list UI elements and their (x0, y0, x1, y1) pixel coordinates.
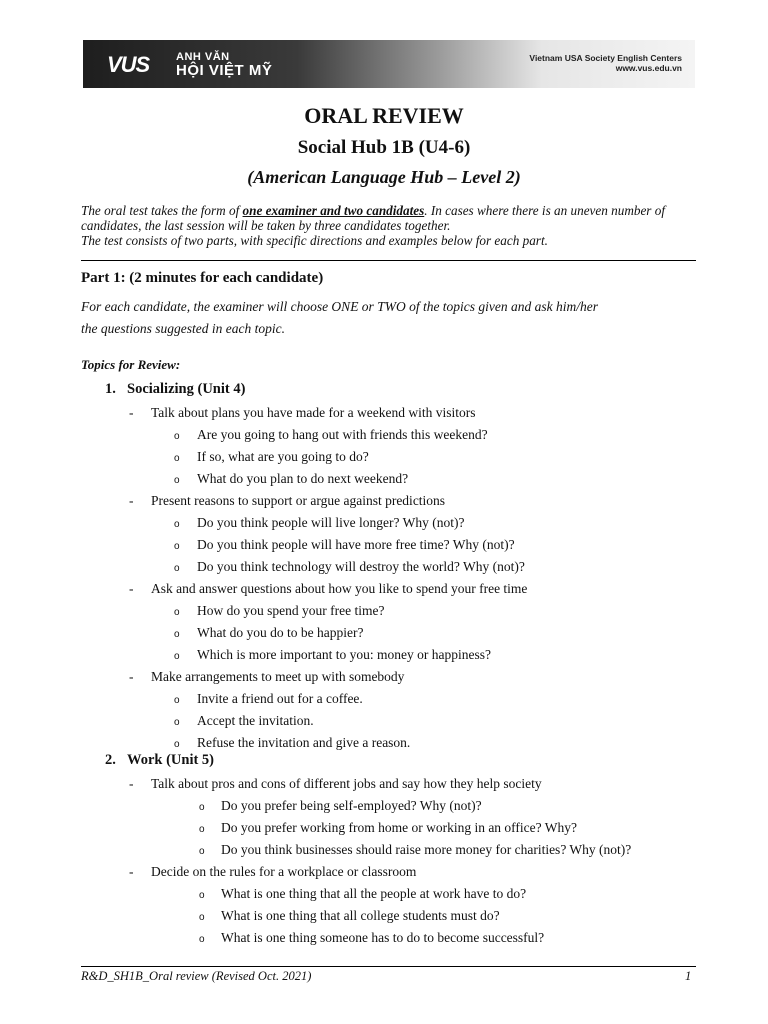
question-item: What do you do to be happier? (197, 625, 364, 640)
doc-subtitle-2: (American Language Hub – Level 2) (247, 167, 521, 187)
intro-text (81, 203, 691, 248)
circle-bullet: o (199, 824, 205, 835)
intro-p1-before: The oral test takes the form of (81, 203, 243, 218)
dash-bullet: - (129, 864, 134, 879)
task-item: Decide on the rules for a workplace or classroom (151, 864, 417, 879)
circle-bullet: o (174, 651, 180, 662)
circle-bullet: o (174, 453, 180, 464)
circle-bullet: o (199, 934, 205, 945)
section-title: Work (Unit 5) (127, 752, 214, 768)
dash-bullet: - (129, 776, 134, 791)
intro-p1-after: . In cases where there is an uneven number of candidates, the last session will be taken by three candidates together. (81, 203, 665, 233)
question-item: Do you think businesses should raise more money for charities? Why (not)? (221, 842, 632, 857)
question-item: Do you think people will live longer? Why (not)? (197, 515, 465, 530)
divider (81, 260, 696, 261)
question-item: Do you prefer working from home or working in an office? Why? (221, 820, 578, 835)
question-item: Do you think people will have more free time? Why (not)? (197, 537, 515, 552)
intro-p2: The test consists of two parts, with specific directions and examples below for each part. (81, 233, 548, 248)
circle-bullet: o (174, 695, 180, 706)
circle-bullet: o (199, 846, 205, 857)
footer-divider (81, 966, 696, 967)
dash-bullet: - (129, 669, 134, 684)
question-item: Refuse the invitation and give a reason. (197, 735, 411, 750)
question-item: How do you spend your free time? (197, 603, 385, 618)
circle-bullet: o (174, 431, 180, 442)
logo-line-2: HỘI VIỆT MỸ (176, 62, 273, 79)
header-banner (83, 40, 695, 88)
question-item: Which is more important to you: money or happiness? (197, 647, 491, 662)
circle-bullet: o (174, 739, 180, 750)
question-item: What is one thing that all the people at work have to do? (221, 886, 527, 901)
footer-text: R&D_SH1B_Oral review (Revised Oct. 2021) (81, 969, 312, 983)
question-item: Accept the invitation. (197, 713, 314, 728)
part1-desc-line-1: For each candidate, the examiner will choose ONE or TWO of the topics given and ask him/her (81, 299, 599, 314)
task-item: Talk about pros and cons of different jobs and say how they help society (151, 776, 542, 791)
doc-subtitle: Social Hub 1B (U4-6) (297, 137, 471, 158)
page-number: 1 (685, 969, 692, 983)
question-item: Do you prefer being self-employed? Why (not)? (221, 798, 482, 813)
question-item: Invite a friend out for a coffee. (197, 691, 363, 706)
circle-bullet: o (174, 629, 180, 640)
question-item: Are you going to hang out with friends this weekend? (197, 427, 488, 442)
task-item: Make arrangements to meet up with somebody (151, 669, 405, 684)
circle-bullet: o (199, 890, 205, 901)
task-item: Talk about plans you have made for a weekend with visitors (151, 405, 476, 420)
task-item: Present reasons to support or argue against predictions (151, 493, 446, 508)
question-item: What is one thing that all college students must do? (221, 908, 500, 923)
org-info (529, 53, 682, 73)
task-item: Ask and answer questions about how you like to spend your free time (151, 581, 528, 596)
circle-bullet: o (174, 541, 180, 552)
dash-bullet: - (129, 405, 134, 420)
logo-line-1: ANH VĂN (176, 51, 230, 63)
circle-bullet: o (174, 475, 180, 486)
section-title: Socializing (Unit 4) (127, 381, 246, 397)
section-number: 1. (105, 381, 116, 397)
part1-desc-line-2: the questions suggested in each topic. (81, 321, 285, 336)
dash-bullet: - (129, 581, 134, 596)
doc-title: ORAL REVIEW (304, 103, 464, 128)
dash-bullet: - (129, 493, 134, 508)
topics-heading: Topics for Review: (81, 357, 181, 372)
org-website: www.vus.edu.vn (615, 63, 682, 73)
vus-logo: VUS (107, 52, 150, 77)
intro-p1-underlined: one examiner and two candidates (242, 203, 425, 218)
org-name: Vietnam USA Society English Centers (529, 53, 682, 63)
circle-bullet: o (199, 912, 205, 923)
part1-heading: Part 1: (2 minutes for each candidate) (81, 270, 324, 286)
question-item: What is one thing someone has to do to become successful? (221, 930, 545, 945)
part1-description (81, 296, 696, 340)
circle-bullet: o (199, 802, 205, 813)
question-item: What do you plan to do next weekend? (197, 471, 409, 486)
circle-bullet: o (174, 607, 180, 618)
question-item: Do you think technology will destroy the world? Why (not)? (197, 559, 525, 574)
circle-bullet: o (174, 519, 180, 530)
circle-bullet: o (174, 563, 180, 574)
circle-bullet: o (174, 717, 180, 728)
question-item: If so, what are you going to do? (197, 449, 369, 464)
section-number: 2. (105, 752, 116, 768)
